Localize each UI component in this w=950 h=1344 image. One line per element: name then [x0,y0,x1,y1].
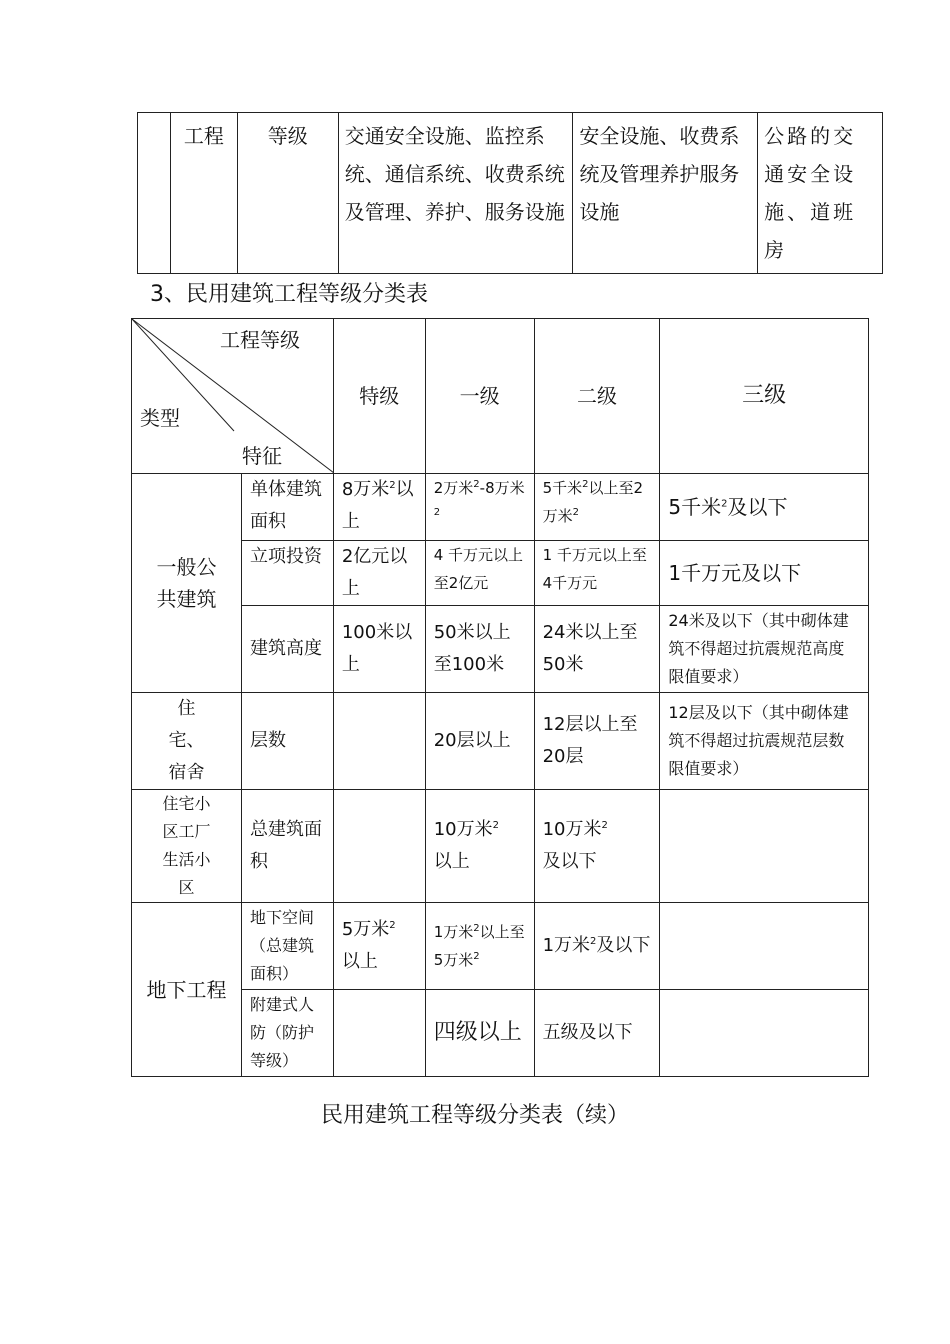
top-table-cell [138,113,171,274]
feature-label: 总建筑面 积 [241,790,333,903]
feature-label: 立项投资 [241,541,333,606]
table-cell: 24米以上至50米 [534,606,660,693]
table-cell [660,990,869,1077]
grade-second: 二级 [534,319,660,474]
table-cell: 1万米$^2$以上至5万米$^2$ [425,903,534,990]
table-cell [333,990,425,1077]
table-cell: 8万米$^2$以上 [333,474,425,541]
table-header-row [132,319,869,474]
corner-feature-label: 特征 [242,444,282,468]
table-row [132,693,869,790]
top-table-cell: 安全设施、收费系统及管理养护服务设施 [573,113,758,274]
feature-label: 附建式人防（防护等级） [241,990,333,1077]
corner-type-label: 类型 [140,406,180,430]
table-cell: 100米以上 [333,606,425,693]
table-cell: 2亿元以上 [333,541,425,606]
continuation-title: 民用建筑工程等级分类表（续） [320,1103,629,1128]
feature-label: 地下空间（总建筑面积） [241,903,333,990]
top-table-cell: 等级 [237,113,338,274]
table-cell: 12层以上至20层 [534,693,660,790]
group-residential: 住宅、宿舍 [132,693,242,790]
table-cell [333,693,425,790]
top-table-cell: 工程 [170,113,237,274]
section-heading: 3、民用建筑工程等级分类表 [150,282,428,307]
table-cell: 4 千万元以上至2亿元 [425,541,534,606]
table-cell: 五级及以下 [534,990,660,1077]
table-row [132,990,869,1077]
top-table-cell: 交通安全设施、监控系统、通信系统、收费系统及管理、养护、服务设施 [338,113,573,274]
grade-third: 三级 [660,319,869,474]
feature-label: 层数 [241,693,333,790]
top-table [137,112,883,274]
table-row [132,474,869,541]
table-cell: 10万米$^2$ 以上 [425,790,534,903]
group-district: 住宅小区工厂生活小 区 [132,790,242,903]
table-cell: 24米及以下（其中砌体建筑不得超过抗震规范高度限值要求） [660,606,869,693]
table-cell [660,903,869,990]
group-underground: 地下工程 [132,903,242,1077]
diagonal-header-cell [132,319,334,474]
table-cell: 1 千万元以上至4千万元 [534,541,660,606]
table-row [132,606,869,693]
table-cell: 1千万元及以下 [660,541,869,606]
table-cell: 5千米$^2$及以下 [660,474,869,541]
grade-special: 特级 [333,319,425,474]
table-cell: 1万米$^2$及以下 [534,903,660,990]
table-cell: 四级以上 [425,990,534,1077]
table-cell: 12层及以下（其中砌体建筑不得超过抗震规范层数限值要求） [660,693,869,790]
table-row [132,903,869,990]
table-cell: 50米以上至100米 [425,606,534,693]
table-cell: 5千米$^2$以上至2万米$^2$ [534,474,660,541]
top-table-cell: 公路的交通安全设施、道班房 [758,113,883,274]
table-cell: 20层以上 [425,693,534,790]
feature-label: 建筑高度 [241,606,333,693]
grade-first: 一级 [425,319,534,474]
table-cell: 5万米$^2$ 以上 [333,903,425,990]
table-cell [333,790,425,903]
table-cell: 10万米$^2$ 及以下 [534,790,660,903]
feature-label: 单体建筑面积 [241,474,333,541]
group-public: 一般公共建筑 [132,474,242,693]
table-cell: 2万米$^2$-8万米$^2$ [425,474,534,541]
classification-table [131,318,869,1077]
corner-grade-label: 工程等级 [220,328,300,352]
table-row [132,790,869,903]
table-row [132,541,869,606]
table-cell [660,790,869,903]
